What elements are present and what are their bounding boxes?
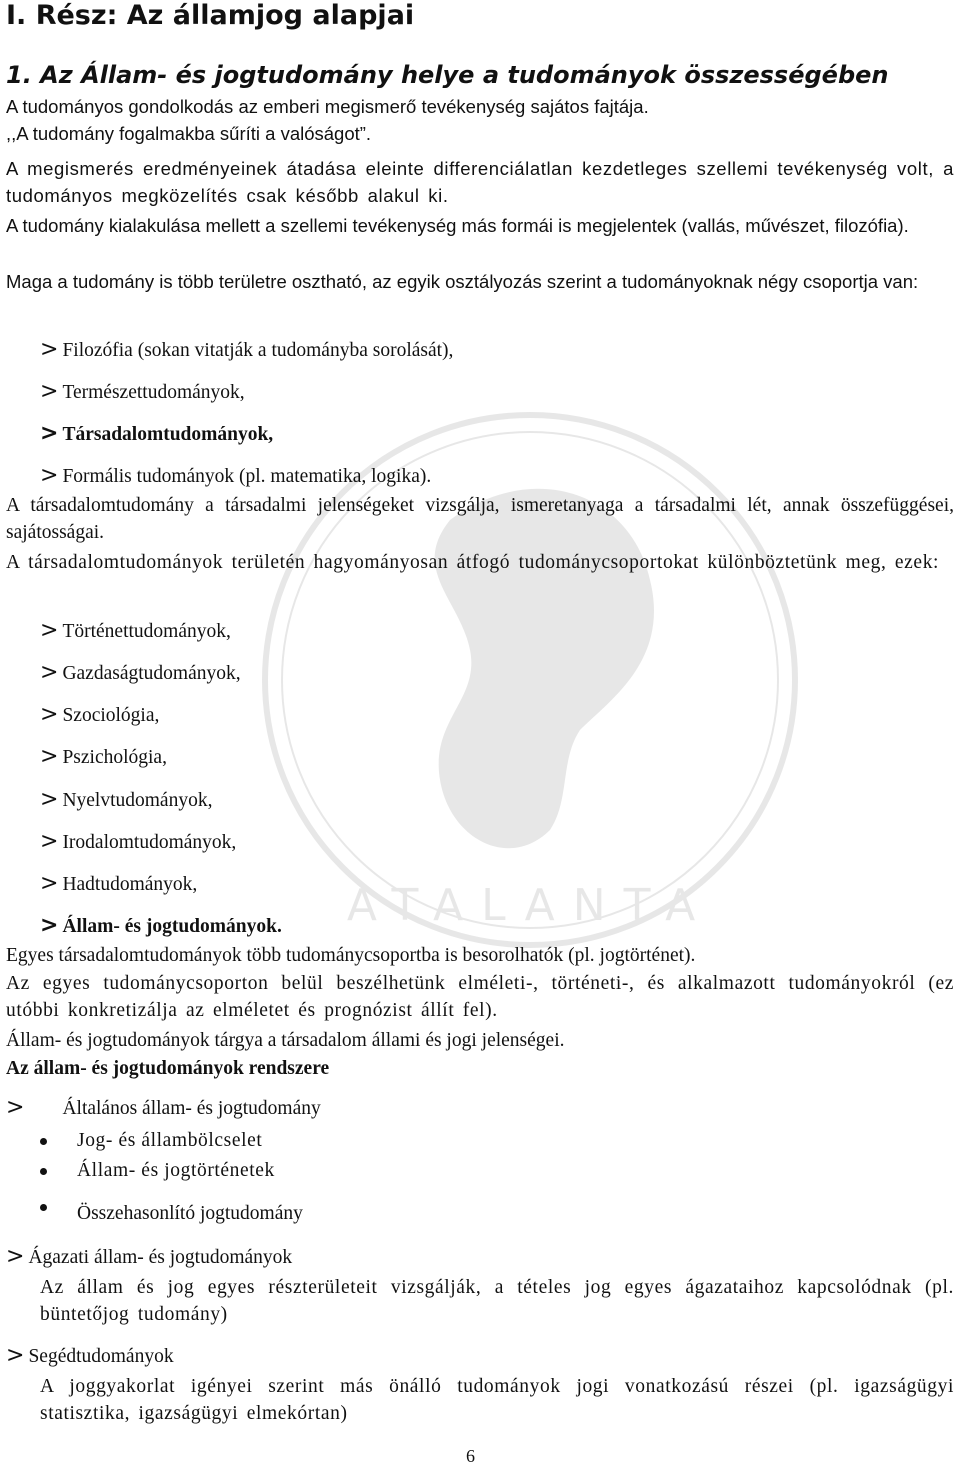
list-item: > Pszichológia, — [40, 744, 167, 769]
arrow-marker-icon: > — [40, 421, 59, 446]
list-item: Összehasonlító jogtudomány — [40, 1200, 303, 1227]
list-item: > Filozófia (sokan vitatják a tudományba sorolását), — [40, 337, 454, 362]
list-item: > Nyelvtudományok, — [40, 787, 213, 812]
paragraph-9: Az egyes tudománycsoporton belül beszélhetünk elméleti-, történeti-, és alkalmazott tudományokról (ez utóbbi konkretizálja az elméletet és prognózist állít fel). — [6, 973, 954, 1021]
list-item: > Gazdaságtudományok, — [40, 660, 241, 685]
page-number: 6 — [466, 1446, 475, 1466]
arrow-marker-icon: > — [6, 1343, 25, 1368]
paragraph-5: Maga a tudomány is több területre osztható, az egyik osztályozás szerint a tudományoknak négy csoportja van: — [6, 271, 919, 292]
arrow-marker-icon: > — [6, 1095, 25, 1120]
arrow-marker-icon: > — [40, 829, 59, 854]
arrow-marker-icon: > — [40, 913, 59, 938]
list-item: > Történettudományok, — [40, 618, 231, 643]
system-aux: > Segédtudományok — [6, 1343, 174, 1368]
list-item: > Formális tudományok (pl. matematika, logika). — [40, 463, 432, 488]
arrow-marker-icon: > — [40, 702, 59, 727]
paragraph-7: A társadalomtudományok területén hagyományosan átfogó tudománycsoportokat különböztetünk meg, ezek: — [6, 552, 940, 573]
paragraph-8: Egyes társadalomtudományok több tudománycsoportba is besorolhatók (pl. jogtörténet). — [6, 945, 696, 966]
system-branch-description: Az állam és jog egyes részterületeit vizsgálják, a tételes jog egyes ágazataihoz kapcsolódnak (pl. büntetőjog tudomány) — [40, 1277, 954, 1325]
arrow-marker-icon: > — [40, 660, 59, 685]
paragraph-2: ,,A tudomány fogalmakba sűríti a valóságot”. — [6, 123, 372, 144]
arrow-marker-icon: > — [6, 1244, 25, 1269]
arrow-marker-icon: > — [40, 744, 59, 769]
list-item: Jog- és állambölcselet — [40, 1127, 262, 1154]
list-item: > Hadtudományok, — [40, 871, 198, 896]
paragraph-1: A tudományos gondolkodás az emberi megismerő tevékenység sajátos fajtája. — [6, 96, 649, 117]
list-item: > Szociológia, — [40, 702, 160, 727]
system-aux-description: A joggyakorlat igényei szerint más önálló tudományok jogi vonatkozású részei (pl. igazságügyi statisztika, igazságügyi elmekórtan) — [40, 1376, 954, 1424]
system-branch: > Ágazati állam- és jogtudományok — [6, 1244, 293, 1269]
list-item: > Társadalomtudományok, — [40, 421, 274, 446]
arrow-marker-icon: > — [40, 463, 59, 488]
bullet-dot-icon — [40, 1204, 47, 1211]
arrow-marker-icon: > — [40, 618, 59, 643]
paragraph-6: A társadalomtudomány a társadalmi jelenségeket vizsgálja, ismeretanyaga a társadalmi lét, annak összefüggései, sajátosságai. — [6, 495, 954, 543]
system-heading: Az állam- és jogtudományok rendszere — [6, 1058, 330, 1079]
arrow-marker-icon: > — [40, 379, 59, 404]
arrow-marker-icon: > — [40, 787, 59, 812]
arrow-marker-icon: > — [40, 871, 59, 896]
list-item: > Irodalomtudományok, — [40, 829, 237, 854]
list-item: > Állam- és jogtudományok. — [40, 913, 282, 938]
bullet-dot-icon — [40, 1138, 47, 1145]
paragraph-4: A tudomány kialakulása mellett a szellemi tevékenység más formái is megjelentek (vallás, művészet, filozófia). — [6, 215, 909, 236]
bullet-dot-icon — [40, 1168, 47, 1175]
svg-text:ATALANTA: ATALANTA — [346, 880, 714, 931]
arrow-marker-icon: > — [40, 337, 59, 362]
list-item: > Természettudományok, — [40, 379, 245, 404]
system-general: > Általános állam- és jogtudomány — [6, 1095, 321, 1120]
paragraph-10: Állam- és jogtudományok tárgya a társadalom állami és jogi jelenségei. — [6, 1030, 565, 1051]
page-title: I. Rész: Az államjog alapjai — [6, 0, 415, 31]
paragraph-3: A megismerés eredményeinek átadása eleinte differenciálatlan kezdetleges szellemi tevékenység volt, a tudományos megközelítés csak később alakul ki. — [6, 158, 954, 206]
section-title: 1. Az Állam- és jogtudomány helye a tudományok összességében — [6, 61, 889, 89]
list-item: Állam- és jogtörténetek — [40, 1157, 275, 1184]
